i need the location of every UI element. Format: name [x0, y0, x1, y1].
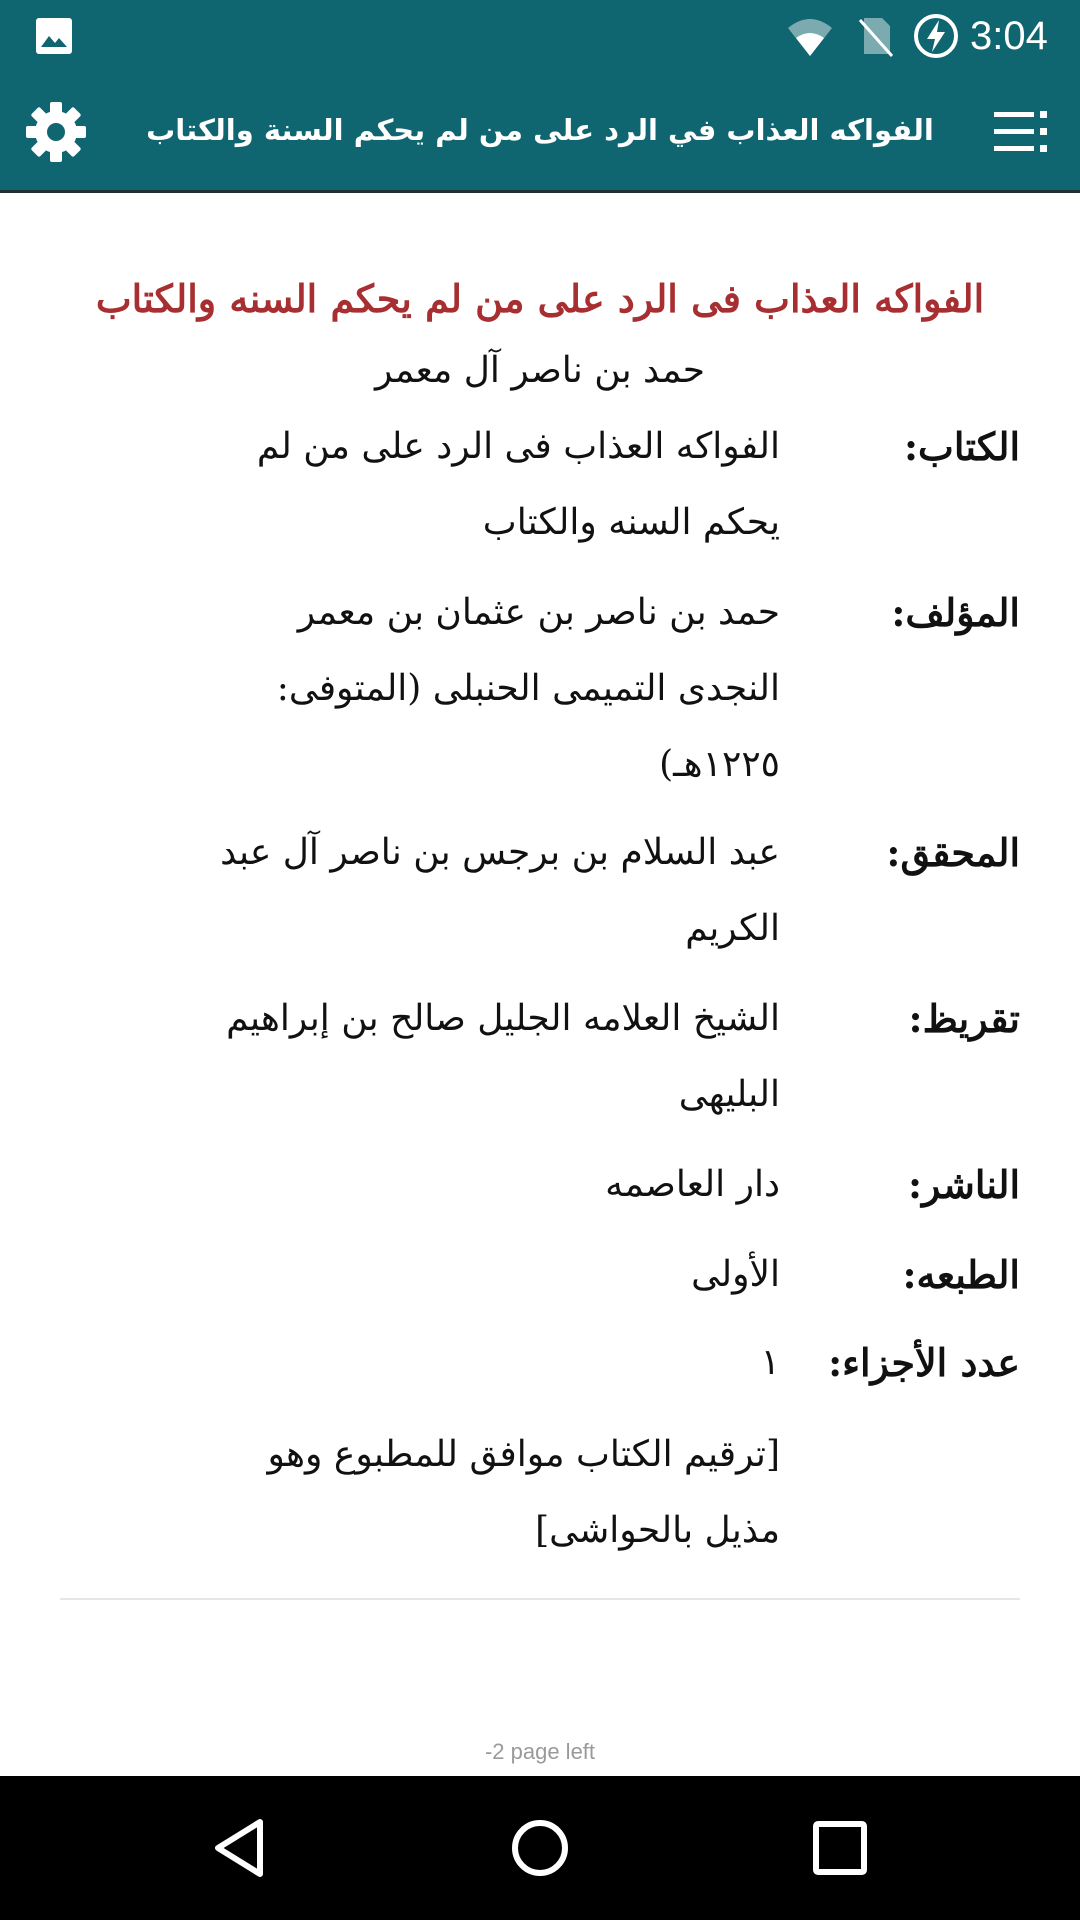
- value-editor: عبد السلام بن برجس بن ناصر آل عبد الكريم: [220, 832, 780, 949]
- gallery-icon: [34, 16, 74, 56]
- status-bar: [0, 0, 1080, 72]
- app-title: الفواكه العذاب في الرد على من لم يحكم السنة والكتاب: [146, 113, 934, 147]
- label-volumes: عدد الأجزاء:: [828, 1340, 1020, 1385]
- no-sim-icon: [856, 14, 896, 58]
- book-author-line: حمد بن ناصر آل معمر: [374, 350, 706, 391]
- book-title: الفواكه العذاب فى الرد على من لم يحكم السنه والكتاب: [95, 276, 985, 321]
- back-icon[interactable]: [204, 1812, 276, 1884]
- label-foreword: تقريظ:: [908, 996, 1020, 1041]
- label-author: المؤلف:: [891, 590, 1020, 635]
- content-divider: [60, 1598, 1020, 1600]
- gear-icon[interactable]: [20, 96, 92, 168]
- label-book: الكتاب:: [904, 424, 1020, 469]
- value-volumes: ١: [760, 1342, 780, 1383]
- battery-charging-icon: [912, 12, 960, 60]
- list-menu-icon[interactable]: [984, 96, 1056, 168]
- value-publisher: دار العاصمه: [605, 1164, 780, 1205]
- pages-left-indicator: -2 page left: [484, 1739, 596, 1764]
- status-clock: 3:04: [970, 14, 1048, 58]
- value-book: الفواكه العذاب فى الرد على من لم يحكم السنه والكتاب: [256, 426, 780, 543]
- navigation-bar: [0, 1776, 1080, 1920]
- app-bar: [0, 72, 1080, 193]
- label-editor: المحقق:: [886, 830, 1020, 875]
- value-foreword: الشيخ العلامه الجليل صالح بن إبراهيم البليهى: [226, 998, 780, 1115]
- book-content[interactable]: [0, 193, 1080, 1775]
- label-edition: الطبعه:: [902, 1252, 1020, 1297]
- home-icon[interactable]: [504, 1812, 576, 1884]
- recents-icon[interactable]: [804, 1812, 876, 1884]
- value-edition: الأولى: [691, 1254, 780, 1295]
- book-note: [ترقيم الكتاب موافق للمطبوع وهو مذيل بالحواشى]: [267, 1434, 780, 1551]
- wifi-icon: [786, 14, 834, 58]
- value-author: حمد بن ناصر بن عثمان بن معمر النجدى التميمى الحنبلى (المتوفى: ١٢٢٥هـ): [276, 592, 780, 785]
- label-publisher: الناشر:: [907, 1162, 1020, 1207]
